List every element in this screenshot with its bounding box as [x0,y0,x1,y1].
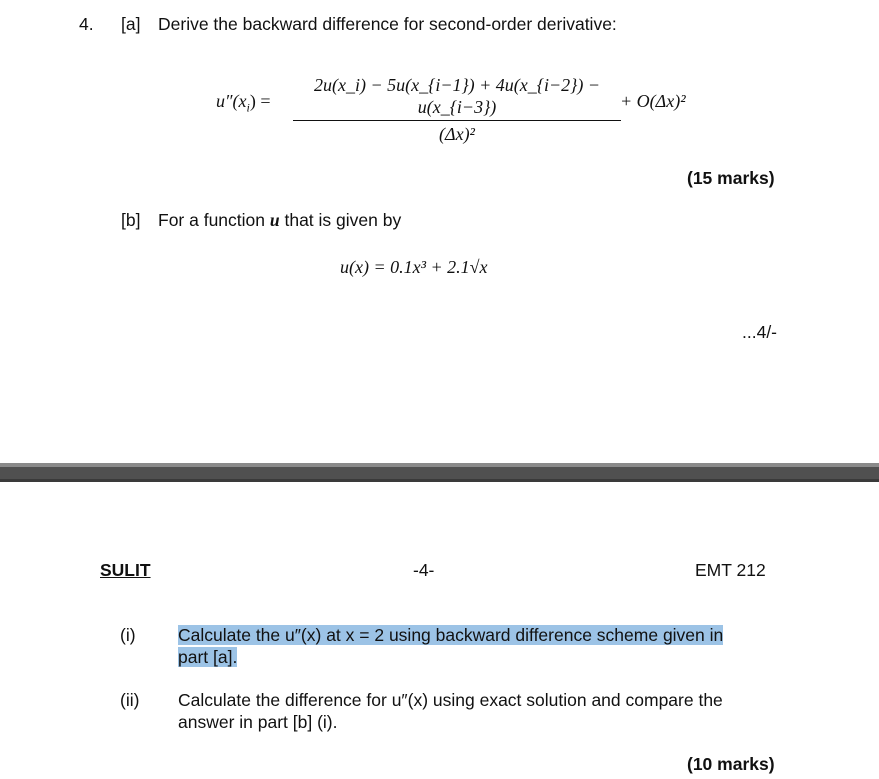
equation-lhs [216,91,270,116]
function-definition: u(x) = 0.1x³ + 2.1√x [340,257,488,277]
equation-error-term: + O(Δx)² [620,91,686,111]
continuation-marker: ...4/- [742,322,778,342]
part-b-text-post: that is given by [284,210,402,230]
part-b-intro [158,210,401,231]
item-i-label: (i) [120,625,136,645]
fraction-bar [293,120,621,121]
equation-denominator: (Δx)² [439,124,475,144]
equation-numerator: 2u(x_i) − 5u(x_{i−1}) + 4u(x_{i−2}) − u(x_{i−3}) [314,75,600,117]
part-a-marks: (15 marks) [687,168,775,188]
equation-lhs-sub: i [246,100,250,115]
header-page-number: -4- [413,560,435,580]
equation-lhs-end: ) = [249,91,271,111]
part-b-var: u [269,210,280,230]
item-i-line1-text[interactable]: Calculate the u″(x) at x = 2 using backward difference scheme given in [178,625,724,645]
item-ii-line1: Calculate the difference for u″(x) using exact solution and compare the [178,690,723,710]
item-ii-label: (ii) [120,690,140,710]
part-b-marks: (10 marks) [687,754,775,774]
part-a-text: Derive the backward difference for second-order derivative: [158,14,617,34]
item-i-line2-text[interactable]: part [a]. [178,647,238,667]
part-b-label: [b] [121,210,141,230]
header-sulit: SULIT [100,560,151,580]
item-ii-line2: answer in part [b] (i). [178,712,338,732]
item-i-line1[interactable] [178,625,723,646]
part-a-label: [a] [121,14,141,34]
equation-fraction [293,74,621,144]
header-course-code: EMT 212 [695,560,766,580]
equation-lhs-main: u″(x [216,91,247,111]
page-break-divider [0,463,879,482]
item-i-line2[interactable] [178,647,237,668]
question-number: 4. [79,14,94,34]
part-b-text-pre: For a function [158,210,265,230]
